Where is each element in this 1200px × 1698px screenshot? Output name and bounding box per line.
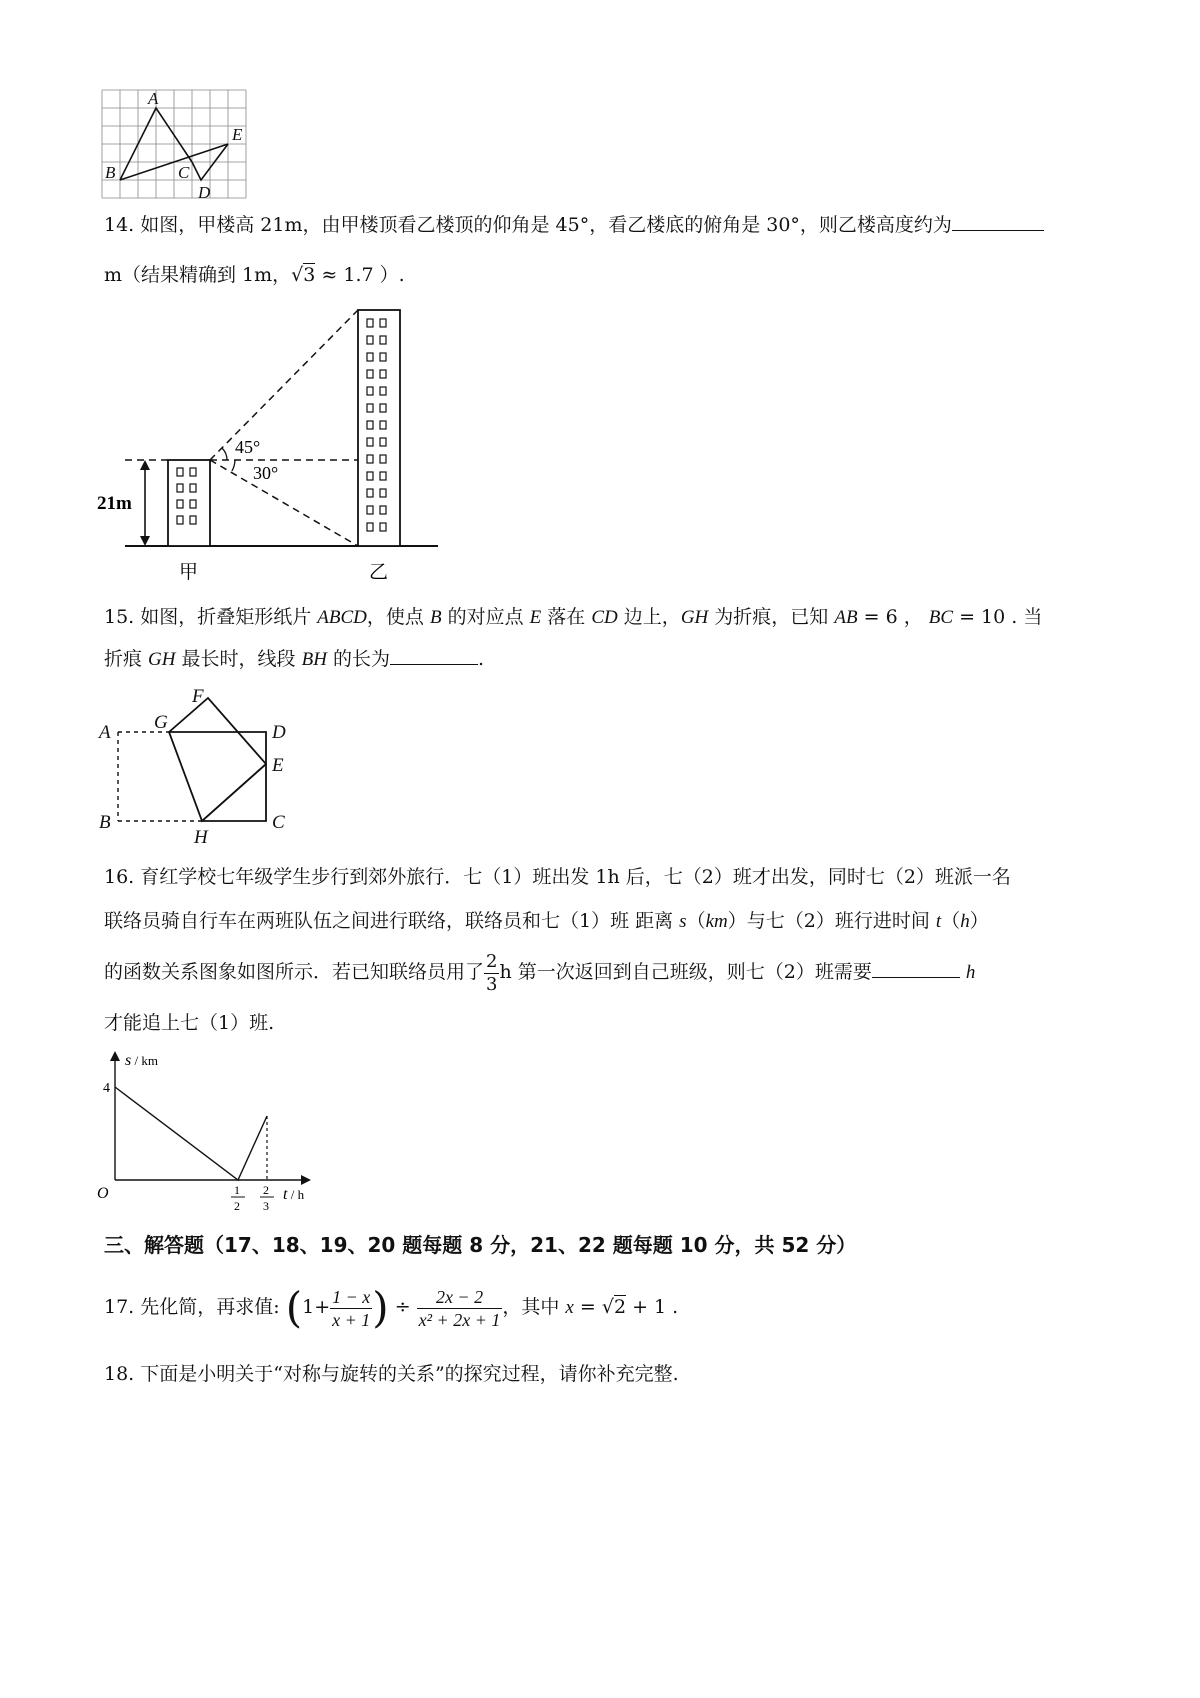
label-B: B: [99, 812, 111, 833]
y-axis-var: s: [125, 1052, 132, 1069]
x-tick-half-den: 2: [234, 1199, 240, 1213]
q16-line2: 联络员骑自行车在两班队伍之间进行联络，联络员和七（1）班 距离 s（km）与七（2）班行进时间 t（h）: [104, 910, 989, 932]
x-axis-var: t: [283, 1186, 288, 1203]
grid-figure: [98, 86, 260, 206]
q14-line2: m（结果精确到 1m，√3 ≈ 1.7 ）.: [104, 264, 405, 286]
x-tick-twothirds-den: 3: [263, 1199, 269, 1213]
label-G: G: [154, 712, 168, 733]
svg-text:s / km: [125, 1052, 158, 1069]
q17-line: 17. 先化简，再求值: (1+ $\frac{1 - x}{x + 1}$ ) ÷ $\frac{2x - 2}{\text{x² + 2x + 1}}$ ，其中 x = √2 + 1 .: [104, 1283, 679, 1332]
q16-line3: 的函数关系图象如图所示．若已知联络员用了 $\frac{2}{3}$ h 第一次返回到自己班级，则七（2）班需要 h: [104, 950, 976, 995]
q15-answer-blank[interactable]: [390, 646, 478, 665]
x-tick-twothirds-num: 2: [263, 1183, 269, 1197]
svg-text:t / h: [283, 1186, 305, 1203]
distance-line: [115, 1087, 267, 1180]
label-C: C: [272, 812, 285, 833]
q15-line1: 15. 如图，折叠矩形纸片 ABCD，使点 B 的对应点 E 落在 CD 边上，GH 为折痕，已知 AB = 6 ， BC = 10 . 当: [104, 606, 1043, 628]
q14-answer-blank[interactable]: [952, 212, 1044, 231]
label-E: E: [232, 125, 243, 144]
q14-line1: [104, 212, 1044, 238]
fraction-two-thirds: $\frac{2}{3}$: [486, 950, 498, 995]
q14-text: 14. 如图，甲楼高 21m，由甲楼顶看乙楼顶的仰角是 45°，看乙楼底的俯角是 30°，则乙楼高度约为: [104, 214, 952, 236]
fold-figure: [96, 686, 306, 846]
left-building-label: 甲: [179, 562, 199, 583]
label-B: B: [105, 163, 116, 182]
height-label: 21m: [97, 493, 132, 514]
left-paren: (: [285, 1283, 303, 1332]
sqrt-symbol: √: [601, 1296, 614, 1318]
x-tick-half-num: 1: [234, 1183, 240, 1197]
y-axis-unit: / km: [131, 1053, 158, 1068]
q16-line1: 16. 育红学校七年级学生步行到郊外旅行．七（1）班出发 1h 后，七（2）班才出发，同时七（2）班派一名: [104, 866, 1011, 888]
x-axis-unit: / h: [287, 1187, 305, 1202]
label-H: H: [194, 827, 208, 846]
label-F: F: [192, 686, 204, 707]
label-D: D: [198, 183, 211, 202]
q15-line2: 折痕 GH 最长时，线段 BH 的长为 .: [104, 648, 485, 670]
q18-line: 18. 下面是小明关于“对称与旋转的关系”的探究过程，请你补充完整.: [104, 1363, 679, 1385]
buildings-figure: [95, 303, 445, 588]
q16-line4: 才能追上七（1）班.: [104, 1012, 275, 1034]
label-D: D: [272, 722, 286, 743]
label-A: A: [148, 89, 159, 108]
right-paren: ): [372, 1283, 389, 1332]
origin-label: O: [97, 1185, 109, 1202]
angle-45-label: 45°: [235, 437, 261, 457]
label-A: A: [99, 722, 111, 743]
label-E: E: [272, 755, 284, 776]
distance-time-graph: [95, 1043, 325, 1221]
section-heading: 三、解答题（17、18、19、20 题每题 8 分，21、22 题每题 10 分，共 52 分）: [104, 1233, 857, 1257]
sqrt-symbol: √: [291, 264, 304, 286]
label-C: C: [178, 163, 190, 182]
y-tick-4: 4: [103, 1081, 110, 1096]
fraction-2: $\frac{2x - 2}{\text{x² + 2x + 1}}$: [418, 1286, 501, 1330]
right-building-label: 乙: [369, 562, 389, 583]
q16-answer-blank[interactable]: [872, 959, 960, 978]
fraction-1: $\frac{1 - x}{x + 1}$: [332, 1286, 371, 1330]
angle-30-label: 30°: [253, 463, 279, 483]
